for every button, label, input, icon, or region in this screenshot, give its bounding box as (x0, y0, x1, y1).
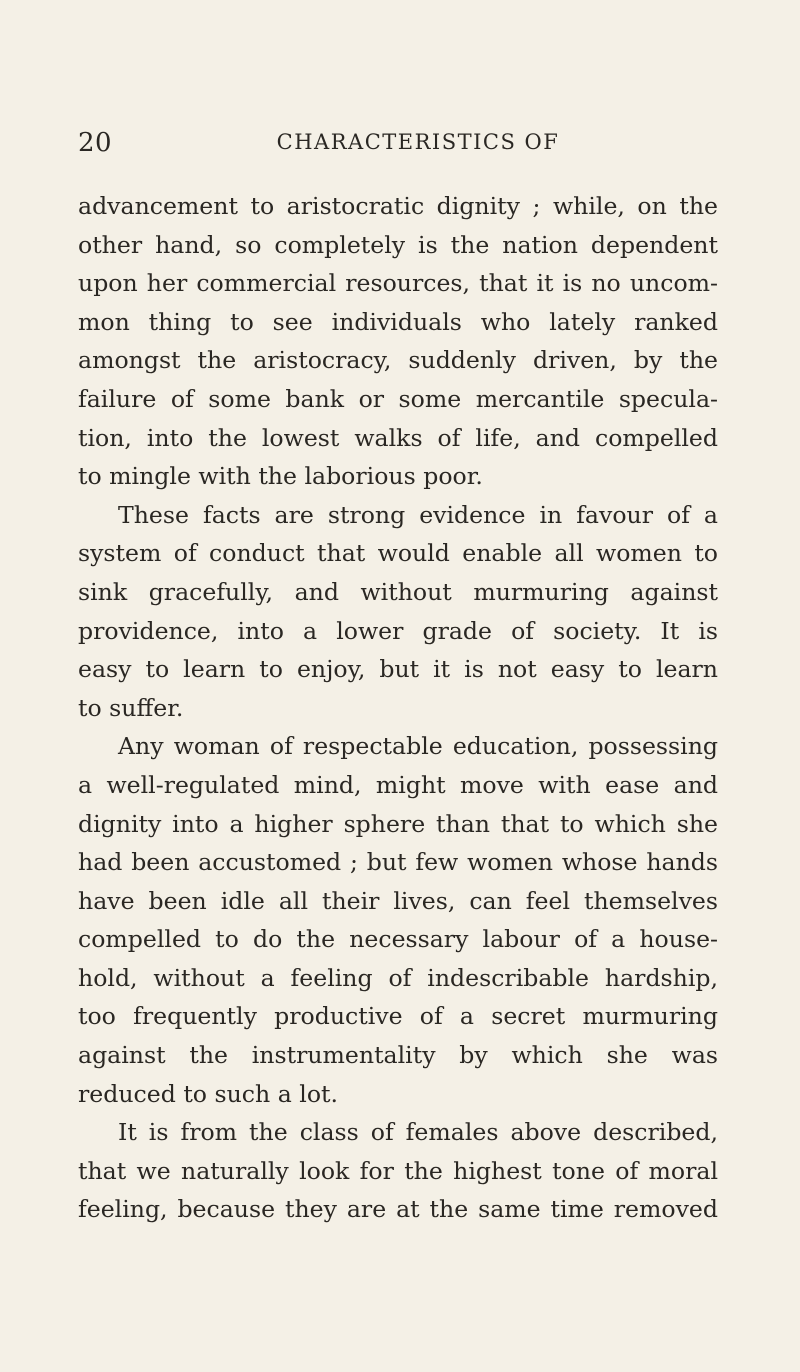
text-line: sink gracefully, and without murmuring against (78, 577, 718, 606)
text-line: easy to learn to enjoy, but it is not easy to learn (78, 655, 718, 684)
text-line: feeling, because they are at the same time removed (78, 1195, 718, 1224)
text-line: dignity into a higher sphere than that to which she (78, 809, 718, 838)
text-line: other hand, so completely is the nation dependent (78, 230, 718, 259)
text-line: providence, into a lower grade of society. It is (78, 616, 718, 645)
text-line: against the instrumentality by which she was (78, 1041, 718, 1070)
text-line: to suffer. (78, 693, 184, 722)
text-line: These facts are strong evidence in favour of a (118, 500, 718, 529)
text-line: upon her commercial resources, that it is no uncom- (78, 269, 718, 298)
text-line: had been accustomed ; but few women whose hands (78, 848, 718, 877)
text-line: to mingle with the laborious poor. (78, 462, 483, 491)
text-line: compelled to do the necessary labour of a house- (78, 925, 718, 954)
body-text (78, 187, 718, 1229)
text-line: Any woman of respectable education, possessing (118, 732, 718, 761)
text-line: that we naturally look for the highest tone of moral (78, 1156, 718, 1185)
page-header (78, 128, 718, 168)
text-line: a well-regulated mind, might move with ease and (78, 770, 718, 799)
text-line: It is from the class of females above described, (118, 1118, 718, 1147)
text-line: hold, without a feeling of indescribable hardship, (78, 963, 718, 992)
text-line: reduced to such a lot. (78, 1079, 339, 1108)
text-line: advancement to aristocratic dignity ; while, on the (78, 192, 718, 220)
text-line: failure of some bank or some mercantile specula- (78, 384, 718, 413)
text-line: mon thing to see individuals who lately ranked (78, 307, 718, 336)
text-line: tion, into the lowest walks of life, and compelled (78, 423, 718, 452)
text-line: too frequently productive of a secret murmuring (78, 1002, 718, 1031)
page-number: 20 (78, 128, 113, 158)
text-line: have been idle all their lives, can feel themselves (78, 886, 718, 915)
text-line: system of conduct that would enable all women to (78, 539, 718, 568)
running-head: CHARACTERISTICS OF (276, 130, 560, 154)
text-line: amongst the aristocracy, suddenly driven, by the (78, 346, 718, 375)
